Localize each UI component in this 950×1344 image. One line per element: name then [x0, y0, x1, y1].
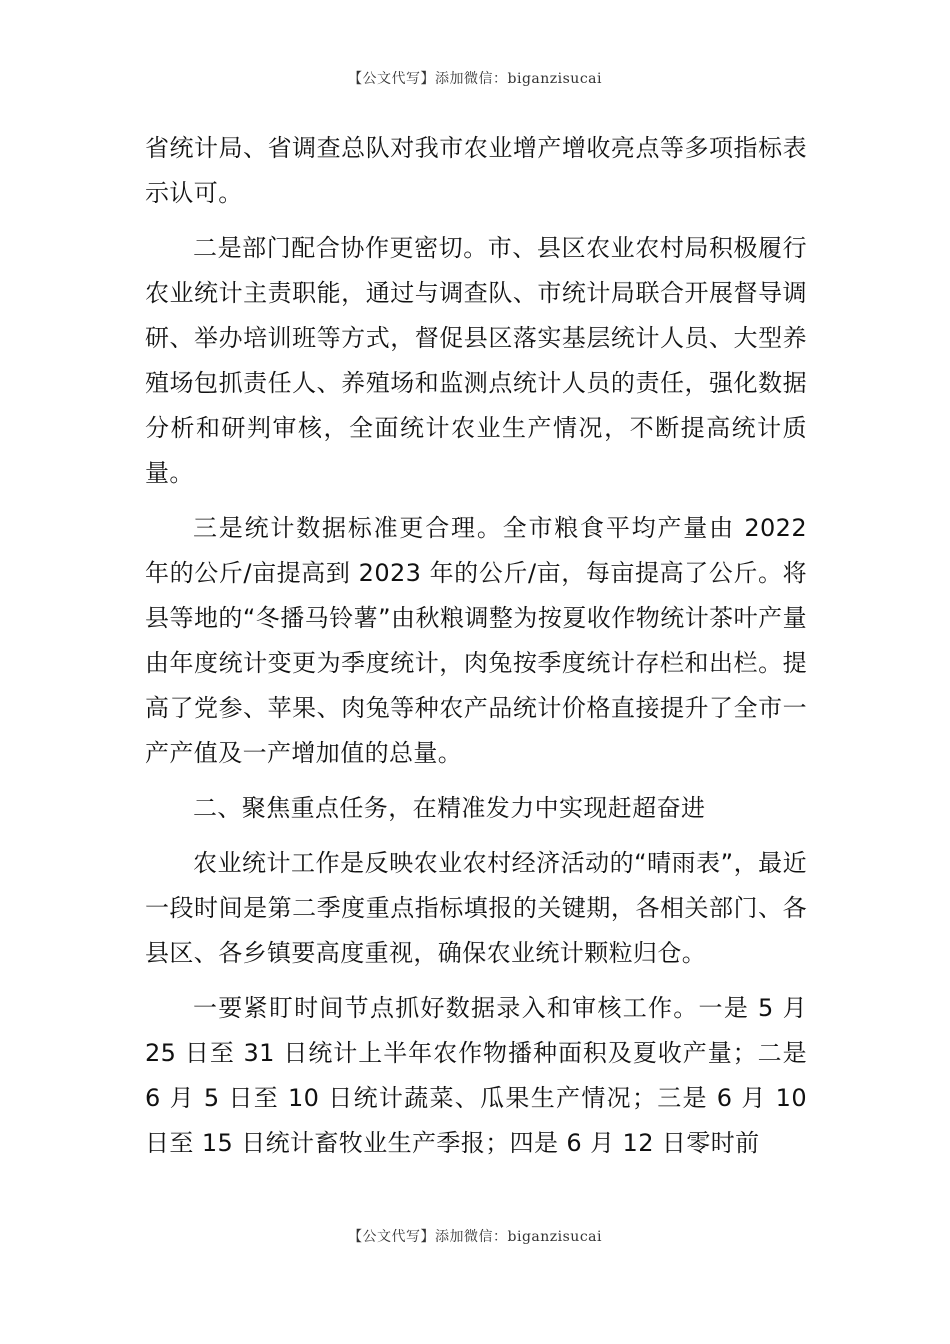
page-footer: 【公文代写】添加微信：biganzisucai — [348, 1229, 602, 1245]
paragraph-department-cooperation: 二是部门配合协作更密切。市、县区农业农村局积极履行农业统计主责职能，通过与调查队、市统计局联合开展督导调研、举办培训班等方式，督促县区落实基层统计人员、大型养殖场包抓责任人、养殖场和监测点统计人员的责任，强化数据分析和研判审核，全面统计农业生产情况，不断提高统计质量。 — [145, 234, 807, 487]
section-heading-key-tasks: 二、聚焦重点任务，在精准发力中实现赶超奋进 — [193, 794, 706, 822]
paragraph-data-standards: 三是统计数据标准更合理。全市粮食平均产量由 2022 年的公斤/亩提高到 2023 年的公斤/亩，每亩提高了公斤。将县等地的“冬播马铃薯”由秋粮调整为按夏收作物统计茶叶产量由年度统计变更为季度统计，肉兔按季度统计存栏和出栏。提高了党参、苹果、肉兔等种农产品统计价格直接提升了全市一产产值及一产增加值的总量。 — [145, 514, 807, 767]
page-header: 【公文代写】添加微信：biganzisucai — [348, 71, 602, 87]
document-body — [145, 126, 807, 1166]
paragraph-continuation: 省统计局、省调查总队对我市农业增产增收亮点等多项指标表示认可。 — [145, 134, 807, 207]
paragraph-time-nodes: 一要紧盯时间节点抓好数据录入和审核工作。一是 5 月 25 日至 31 日统计上半年农作物播种面积及夏收产量；二是 6 月 5 日至 10 日统计蔬菜、瓜果生产情况；三是 6 月 10 日至 15 日统计畜牧业生产季报；四是 6 月 12 日零时前 — [145, 994, 807, 1157]
paragraph-barometer: 农业统计工作是反映农业农村经济活动的“晴雨表”，最近一段时间是第二季度重点指标填报的关键期，各相关部门、各县区、各乡镇要高度重视，确保农业统计颗粒归仓。 — [145, 849, 807, 967]
